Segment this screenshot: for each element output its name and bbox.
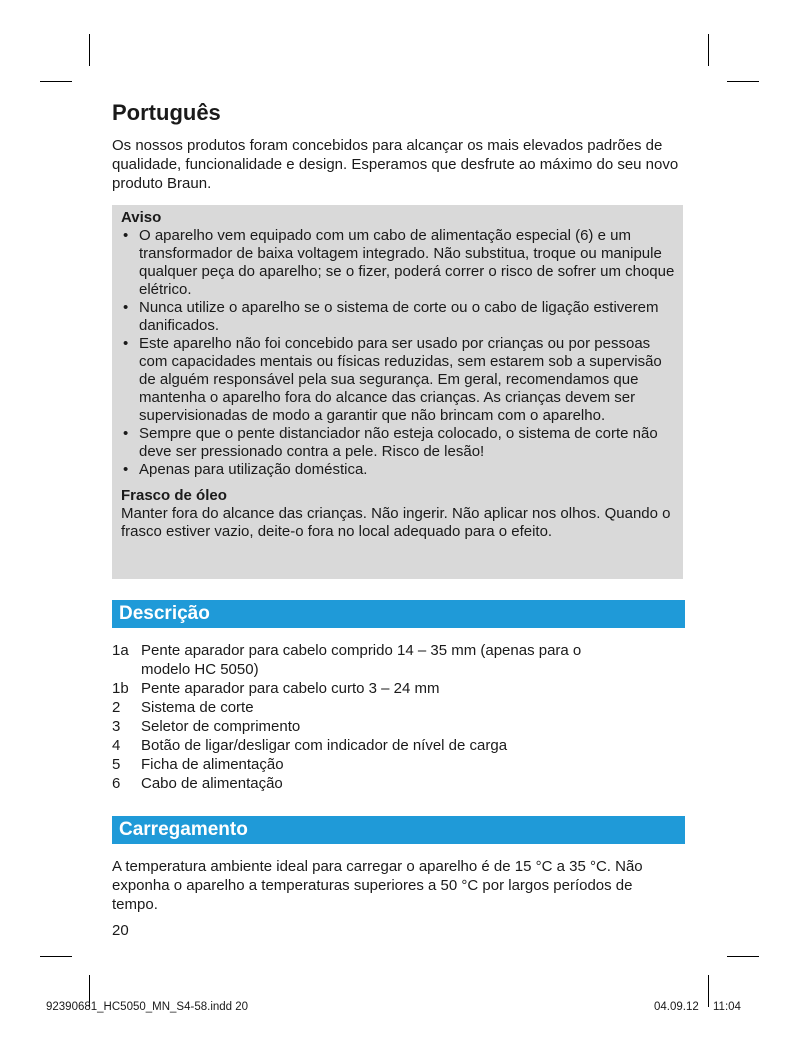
footer-time: 11:04 <box>713 1001 741 1013</box>
footer-date: 04.09.12 <box>654 1001 699 1013</box>
warning-item: • Este aparelho não foi concebido para ser usado por crianças ou por pessoas com capacidades mentais ou físicas reduzidas, sem estarem sob a supervisão de alguém responsável pela sua segurança. Em geral, recomendamos que mantenha o aparelho fora do alcance das crianças. As crianças devem ser supervisionadas de modo a garantir que não brincam com o aparelho. <box>123 335 662 424</box>
warning-box <box>112 205 683 579</box>
crop-mark-top-left-horizontal <box>40 81 72 82</box>
item-number: 6 <box>112 775 121 792</box>
footer-file-name: 92390681_HC5050_MN_S4-58.indd 20 <box>46 1001 249 1013</box>
item-text: Ficha de alimentação <box>141 756 284 773</box>
item-number: 1b <box>112 680 129 697</box>
warning-item: • O aparelho vem equipado com um cabo de alimentação especial (6) e um transformador de baixa voltagem integrado. Não substitua, troque ou manipule qualquer peça do aparelho; se o fizer, poderá correr o risco de sofrer um choque elétrico. <box>123 227 675 298</box>
item-number: 5 <box>112 756 121 773</box>
item-text: Pente aparador para cabelo curto 3 – 24 mm <box>141 680 440 697</box>
bullet-icon: • <box>123 227 129 244</box>
bullet-icon: • <box>123 299 129 316</box>
item-number: 1a <box>112 642 129 659</box>
bullet-icon: • <box>123 335 129 352</box>
item-text: Cabo de alimentação <box>141 775 283 792</box>
bullet-icon: • <box>123 461 129 478</box>
crop-mark-top-left-vertical <box>89 34 90 66</box>
item-text: Botão de ligar/desligar com indicador de nível de carga <box>141 737 508 754</box>
page-title: Português <box>112 100 221 125</box>
list-item <box>112 717 672 736</box>
crop-mark-bottom-right-vertical <box>708 975 709 1007</box>
page-number: 20 <box>112 922 129 939</box>
crop-mark-top-right-horizontal <box>727 81 759 82</box>
list-item <box>112 774 672 793</box>
intro-paragraph: Os nossos produtos foram concebidos para alcançar os mais elevados padrões de qualidade, funcionalidade e design. Esperamos que desfrute ao máximo do seu novo produto Braun. <box>112 137 679 192</box>
warning-item: • Apenas para utilização doméstica. <box>123 461 368 478</box>
bullet-icon: • <box>123 425 129 442</box>
item-number: 4 <box>112 737 121 754</box>
item-text: Seletor de comprimento <box>141 718 301 735</box>
list-item <box>112 736 672 755</box>
list-item <box>112 755 672 774</box>
item-number: 3 <box>112 718 121 735</box>
list-item <box>112 641 672 679</box>
crop-mark-bottom-right-horizontal <box>727 956 759 957</box>
item-text: Pente aparador para cabelo comprido 14 – 35 mm (apenas para o modelo HC 5050) <box>141 642 582 678</box>
charging-heading: Carregamento <box>112 816 685 844</box>
description-list <box>112 641 672 793</box>
item-text: Sistema de corte <box>141 699 254 716</box>
warning-list <box>121 227 675 479</box>
charging-paragraph: A temperatura ambiente ideal para carregar o aparelho é de 15 °C a 35 °C. Não exponha o aparelho a temperaturas superiores a 50 °C por largos períodos de tempo. <box>112 858 643 913</box>
crop-mark-bottom-left-horizontal <box>40 956 72 957</box>
warning-item: • Nunca utilize o aparelho se o sistema de corte ou o cabo de ligação estiverem danificados. <box>123 299 659 334</box>
crop-mark-top-right-vertical <box>708 34 709 66</box>
description-heading: Descrição <box>112 600 685 628</box>
warning-heading: Aviso <box>121 209 162 226</box>
list-item <box>112 698 672 717</box>
oil-bottle-text: Manter fora do alcance das crianças. Não ingerir. Não aplicar nos olhos. Quando o frasco estiver vazio, deite-o fora no local adequado para o efeito. <box>121 505 671 540</box>
oil-bottle-heading: Frasco de óleo <box>121 487 227 504</box>
item-number: 2 <box>112 699 121 716</box>
list-item <box>112 679 672 698</box>
warning-item: • Sempre que o pente distanciador não esteja colocado, o sistema de corte não deve ser pressionado contra a pele. Risco de lesão! <box>123 425 658 460</box>
